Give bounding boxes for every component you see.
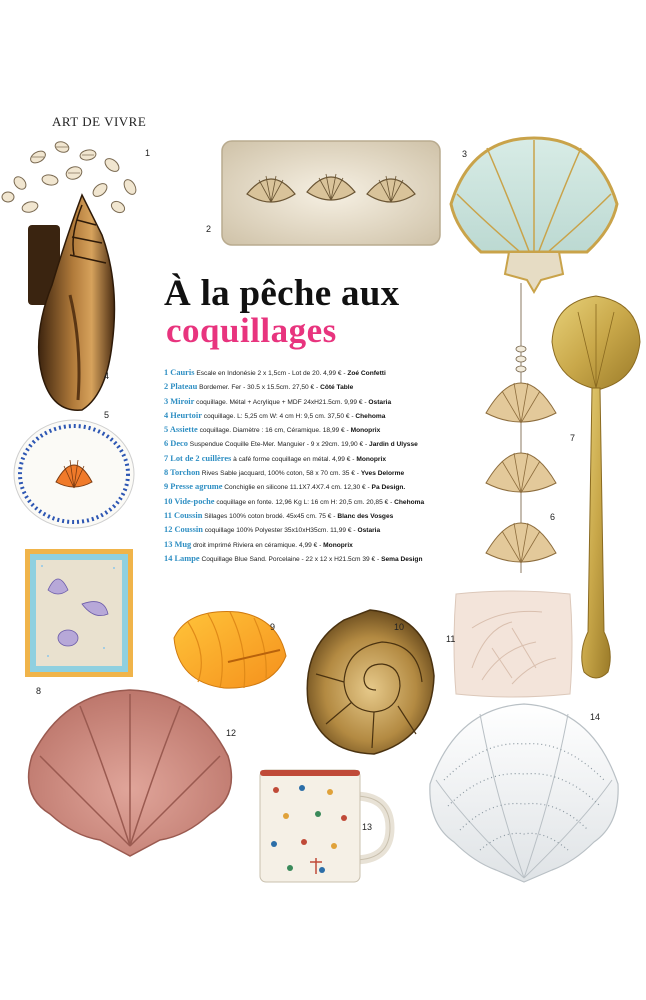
credit-item: 9 Presse agrume Conchiglie en silicone 11.1X7.4X7.4 cm. 12,30 € - Pa Design.: [164, 482, 406, 492]
item-number-13: 13: [362, 822, 373, 832]
item-number-9: 9: [270, 622, 276, 632]
item-number-12: 12: [226, 728, 237, 738]
tea-towel-image: [24, 548, 134, 678]
credit-item: 5 Assiette coquillage. Diamètre : 16 cm, Céramique. 18,99 € - Monoprix: [164, 425, 381, 435]
credit-item: 3 Miroir coquillage. Métal + Acrylique + MDF 24xH21.5cm. 9,99 € - Ostaria: [164, 396, 392, 406]
nautilus-tray-image: [304, 606, 438, 758]
credit-item: 7 Lot de 2 cuillères à café forme coquillage en métal. 4,99 € - Monoprix: [164, 453, 386, 463]
item-number-4: 4: [104, 371, 110, 381]
item-number-7: 7: [570, 433, 576, 443]
credit-item: 14 Lampe Coquillage Blue Sand. Porcelaine - 22 x 12 x H21.5cm 39 € - Sema Design: [164, 553, 423, 563]
item-number-14: 14: [590, 712, 601, 722]
shell-tray-image: [221, 140, 441, 246]
embroidered-cushion-image: [452, 588, 574, 700]
item-number-10: 10: [394, 622, 405, 632]
credit-item: 10 Vide-poche coquillage en fonte. 12,96 Kg L: 16 cm H: 20,5 cm. 20,85 € - Chehoma: [164, 496, 425, 506]
credit-item: 6 Deco Suspendue Coquille Ete-Mer. Manguier - 9 x 29cm. 19,90 € - Jardin d Ulysse: [164, 439, 418, 449]
juicer-image: [168, 604, 292, 694]
item-number-1: 1: [145, 148, 151, 158]
page-title-line2: coquillages: [166, 311, 337, 350]
printed-mug-image: [256, 766, 396, 886]
credit-item: 8 Torchon Rives Sable jacquard, 100% coton, 58 x 70 cm. 35 € - Yves Delorme: [164, 468, 405, 478]
credit-item: 12 Coussin coquillage 100% Polyester 35x10xH35cm. 11,99 € - Ostaria: [164, 525, 381, 535]
shell-plate-image: [12, 418, 136, 530]
velvet-shell-cushion-image: [20, 686, 240, 860]
page-title-line1: À la pêche aux: [164, 273, 400, 314]
item-number-3: 3: [462, 149, 468, 159]
item-number-6: 6: [550, 512, 556, 522]
credit-item: 13 Mug droit imprimé Riviera en céramique. 4,99 € - Monoprix: [164, 539, 353, 549]
bronze-knocker-image: [22, 195, 132, 415]
credit-item: 2 Plateau Bordemer. Fer - 30.5 x 15.5cm. 27,50 € - Côté Table: [164, 382, 354, 392]
shell-mirror-image: [447, 134, 621, 292]
item-number-11: 11: [446, 634, 456, 644]
credit-item: 4 Heurtoir coquillage. L: 5,25 cm W: 4 cm H: 9,5 cm. 37,50 € - Chehoma: [164, 410, 386, 420]
item-number-8: 8: [36, 686, 42, 696]
shell-lamp-image: [424, 700, 624, 884]
item-number-5: 5: [104, 410, 110, 420]
credit-item: 1 Cauris Escale en Indonésie 2 x 1,5cm - Lot de 20. 4,99 € - Zoé Confetti: [164, 368, 386, 377]
credits-list: [164, 366, 486, 566]
item-number-2: 2: [206, 224, 212, 234]
credit-item: 11 Coussin Sillages 100% coton brodé. 45x45 cm. 75 € - Blanc des Vosges: [164, 510, 394, 520]
section-label: ART DE VIVRE: [52, 114, 147, 129]
